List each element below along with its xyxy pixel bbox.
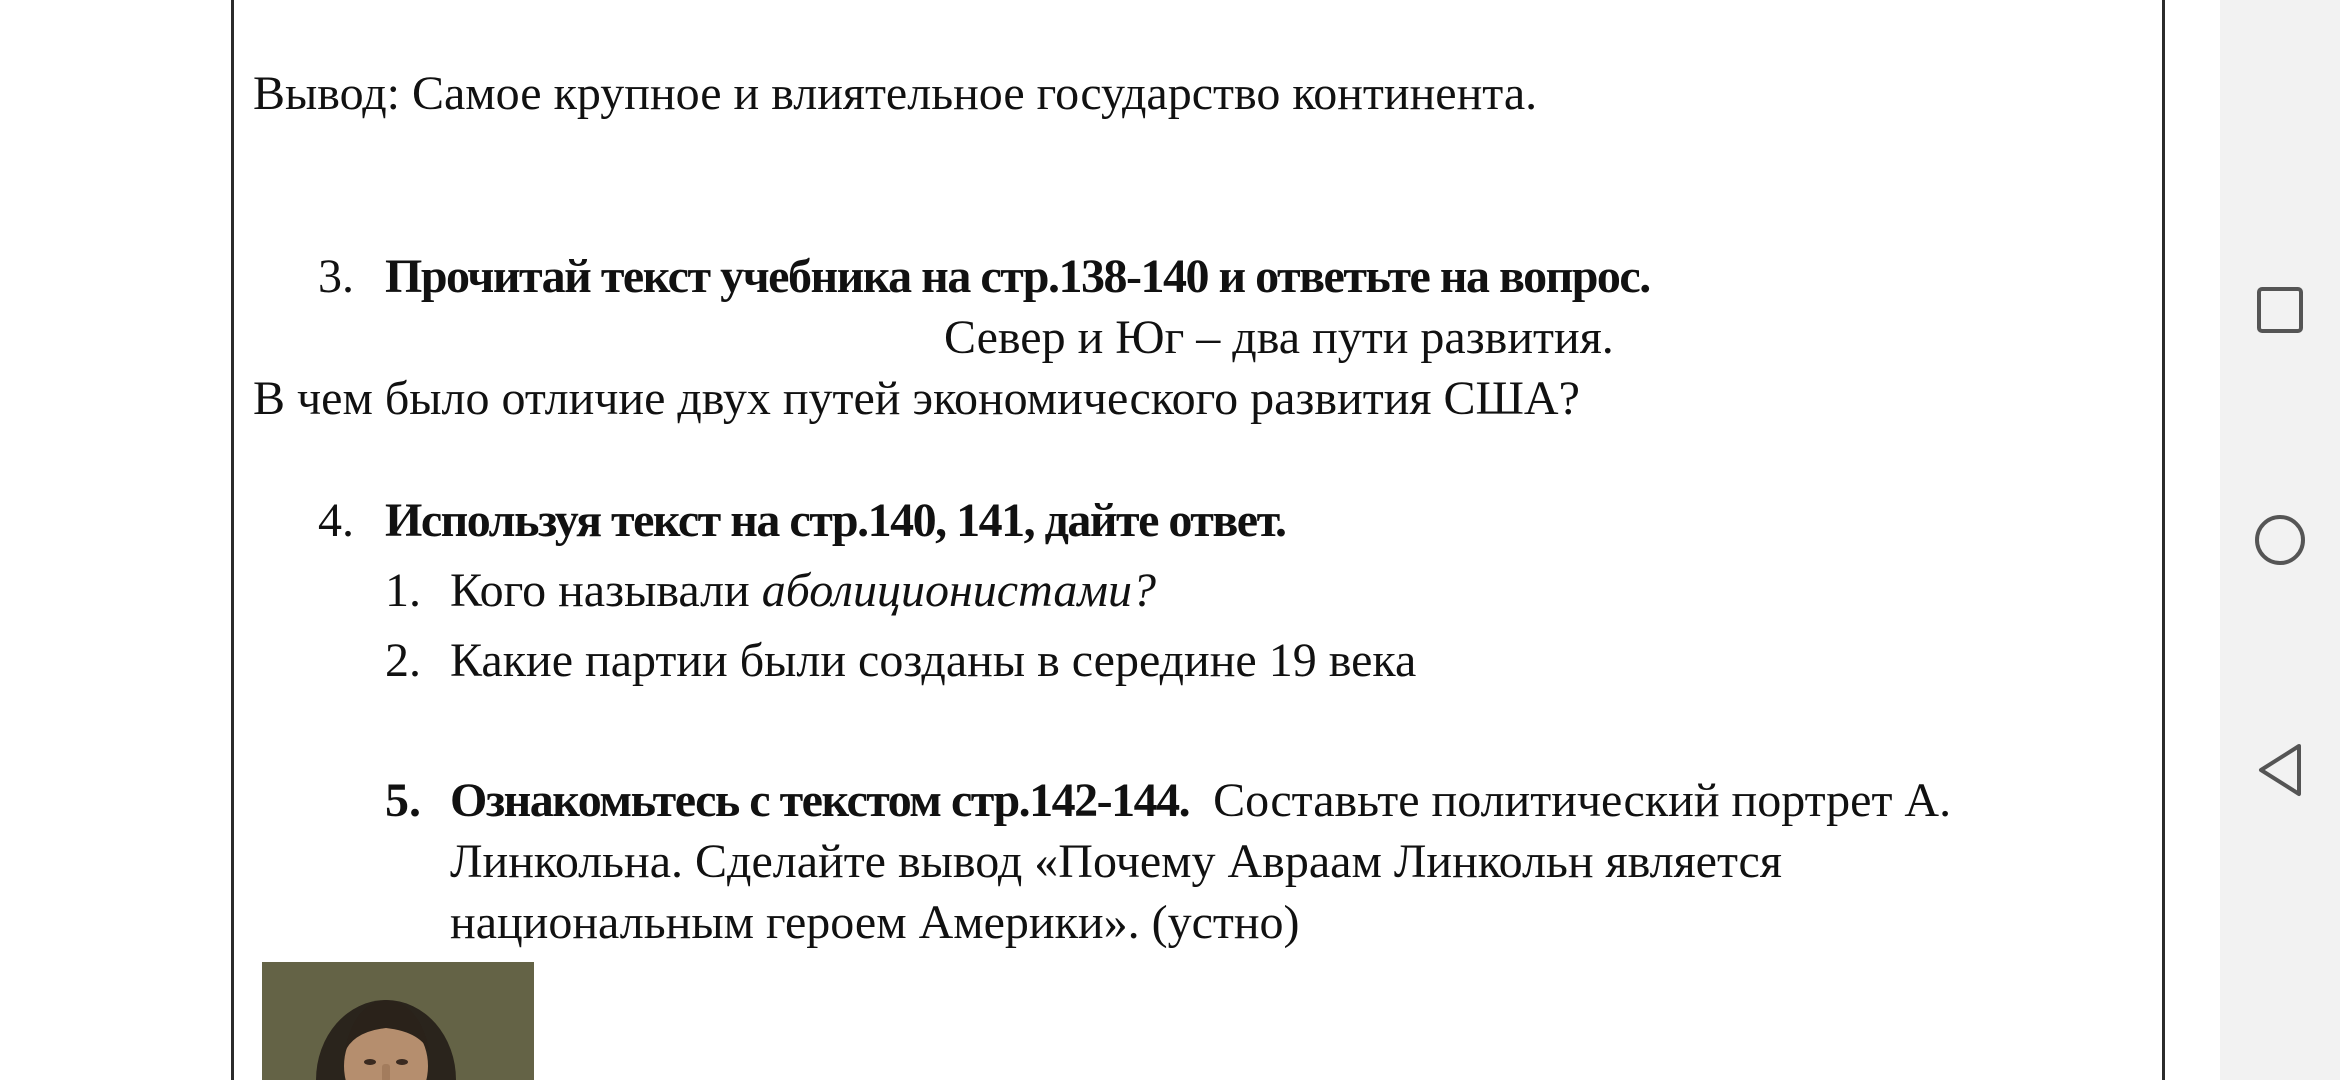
navigation-bar xyxy=(2220,0,2340,1080)
task4-item2-text: Какие партии были созданы в середине 19 века xyxy=(450,634,1417,687)
task4-item1-italic: аболиционистами? xyxy=(761,564,1156,617)
back-triangle-icon xyxy=(2255,742,2305,798)
task4-heading: Используя текст на стр.140, 141, дайте ответ. xyxy=(385,494,1286,547)
task4-item1-text xyxy=(450,561,1156,621)
portrait-illustration xyxy=(262,962,534,1080)
task4-item1-plain: Кого называли xyxy=(450,564,762,617)
task4-item1-number: 1. xyxy=(385,564,421,617)
task5-number: 5. xyxy=(385,774,421,827)
lincoln-portrait-image xyxy=(262,962,534,1080)
square-icon xyxy=(2255,285,2305,335)
task3-subtitle: Север и Юг – два пути развития. xyxy=(944,311,1614,364)
task5-line1 xyxy=(450,771,1951,831)
recent-apps-button[interactable] xyxy=(2220,250,2340,370)
task4-number: 4. xyxy=(318,494,354,547)
task5-line3: национальным героем Америки». (устно) xyxy=(450,896,1300,949)
task5-line1-rest: Составьте политический портрет А. xyxy=(1213,774,1952,827)
document-page xyxy=(231,0,2165,1080)
task4-item2-number: 2. xyxy=(385,634,421,687)
task5-heading: Ознакомьтесь с текстом стр.142-144. xyxy=(450,774,1190,827)
task5-line2: Линкольна. Сделайте вывод «Почему Авраам Линкольн является xyxy=(450,835,1782,888)
home-button[interactable] xyxy=(2220,480,2340,600)
circle-icon xyxy=(2252,512,2308,568)
task3-heading: Прочитай текст учебника на стр.138-140 и ответьте на вопрос. xyxy=(385,250,1650,303)
task3-number: 3. xyxy=(318,250,354,303)
back-button[interactable] xyxy=(2220,710,2340,830)
task3-question: В чем было отличие двух путей экономического развития США? xyxy=(253,372,1580,425)
conclusion-text: Вывод: Самое крупное и влиятельное государство континента. xyxy=(253,67,1538,120)
